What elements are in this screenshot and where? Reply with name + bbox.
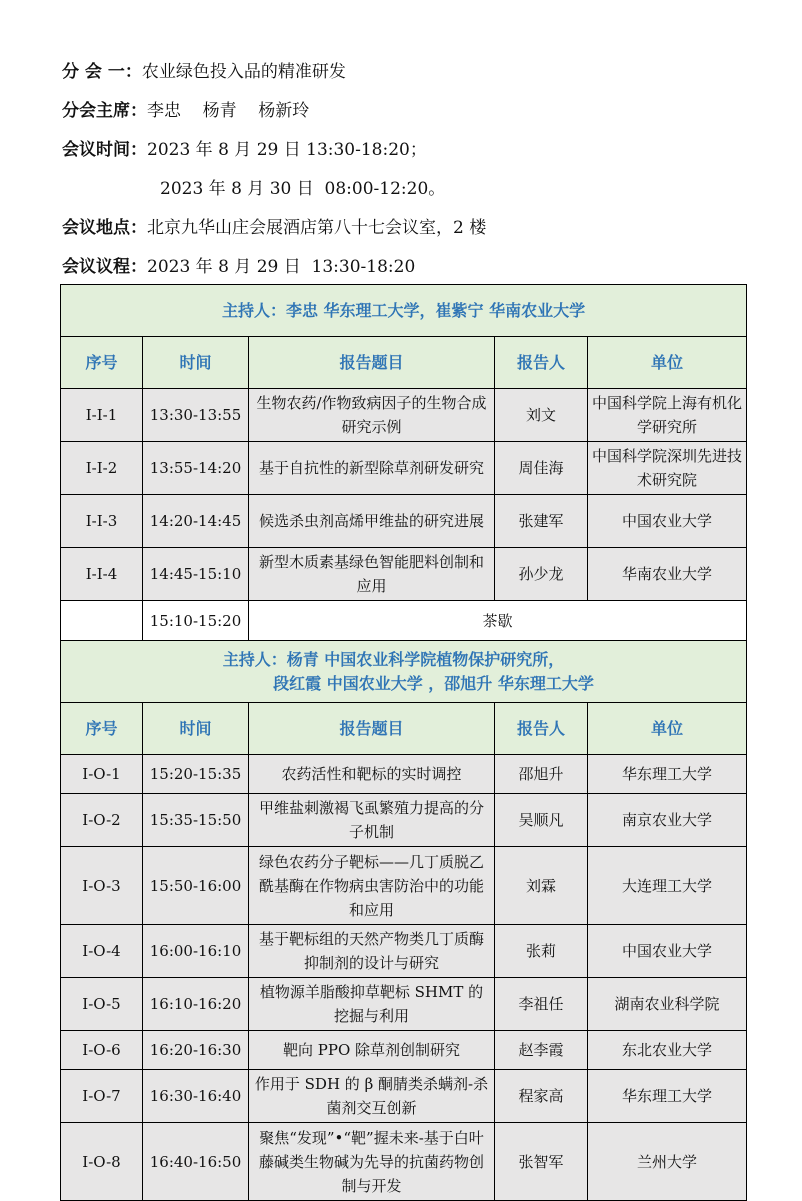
chairs-line [62, 101, 309, 121]
row-speaker: 赵李霞 [495, 1031, 588, 1070]
row-no: I-I-1 [61, 389, 143, 442]
table-row [61, 1123, 747, 1201]
table-row [61, 1031, 747, 1070]
row-title: 基于靶标组的天然产物类几丁质酶抑制剂的设计与研究 [249, 925, 495, 978]
header-no: 序号 [61, 703, 143, 755]
row-title: 新型木质素基绿色智能肥料创制和应用 [249, 548, 495, 601]
row-unit: 东北农业大学 [588, 1031, 747, 1070]
row-speaker: 周佳海 [495, 442, 588, 495]
table-row [61, 847, 747, 925]
row-unit: 中国农业大学 [588, 495, 747, 548]
row-unit: 中国科学院上海有机化学研究所 [588, 389, 747, 442]
header-title: 报告题目 [249, 337, 495, 389]
table-row [61, 794, 747, 847]
table-row [61, 1070, 747, 1123]
host-row-1 [61, 285, 747, 337]
row-unit: 中国农业大学 [588, 925, 747, 978]
row-no: I-O-5 [61, 978, 143, 1031]
time-value-2: 2023 年 8 月 30 日 08:00-12:20。 [160, 179, 446, 199]
table-row [61, 925, 747, 978]
row-title: 靶向 PPO 除草剂创制研究 [249, 1031, 495, 1070]
table-row [61, 389, 747, 442]
host-1: 主持人：李忠 华东理工大学，崔紫宁 华南农业大学 [61, 285, 747, 337]
row-title: 植物源羊脂酸抑草靶标 SHMT 的挖掘与利用 [249, 978, 495, 1031]
table-row [61, 548, 747, 601]
header-time: 时间 [143, 337, 249, 389]
row-no: I-I-4 [61, 548, 143, 601]
time-line [62, 140, 427, 160]
row-no: I-O-2 [61, 794, 143, 847]
session-value: 农业绿色投入品的精准研发 [141, 62, 346, 82]
row-time: 15:50-16:00 [143, 847, 249, 925]
table-row [61, 495, 747, 548]
session-label: 分 会 一： [62, 62, 142, 82]
header-unit: 单位 [588, 337, 747, 389]
row-speaker: 孙少龙 [495, 548, 588, 601]
header-no: 序号 [61, 337, 143, 389]
header-speaker: 报告人 [495, 337, 588, 389]
row-unit: 华东理工大学 [588, 755, 747, 794]
row-no: I-O-8 [61, 1123, 143, 1201]
host-2-line-2: 段红霞 中国农业大学 ，邵旭升 华东理工大学 [273, 673, 594, 693]
row-no: I-O-3 [61, 847, 143, 925]
agenda-value: 2023 年 8 月 29 日 13:30-18:20 [147, 257, 416, 277]
row-time: 16:10-16:20 [143, 978, 249, 1031]
header-speaker: 报告人 [495, 703, 588, 755]
venue-line [62, 218, 486, 238]
row-speaker: 吴顺凡 [495, 794, 588, 847]
row-time: 16:20-16:30 [143, 1031, 249, 1070]
row-time: 14:45-15:10 [143, 548, 249, 601]
host-row-2 [61, 641, 747, 703]
agenda-line [62, 257, 415, 277]
chairs-label: 分会主席： [62, 101, 147, 121]
row-time: 13:55-14:20 [143, 442, 249, 495]
break-label: 茶歇 [249, 601, 747, 641]
row-no: I-O-7 [61, 1070, 143, 1123]
row-unit: 华东理工大学 [588, 1070, 747, 1123]
header-row-1 [61, 337, 747, 389]
header-title: 报告题目 [249, 703, 495, 755]
row-time: 15:20-15:35 [143, 755, 249, 794]
row-title: 甲维盐刺激褐飞虱繁殖力提高的分子机制 [249, 794, 495, 847]
row-title: 聚焦“发现”•“靶”握未来-基于白叶藤碱类生物碱为先导的抗菌药物创制与开发 [249, 1123, 495, 1201]
row-title: 作用于 SDH 的 β 酮腈类杀螨剂-杀菌剂交互创新 [249, 1070, 495, 1123]
time-value: 2023 年 8 月 29 日 13:30-18:20； [147, 140, 427, 160]
row-time: 15:35-15:50 [143, 794, 249, 847]
agenda-label: 会议议程： [62, 257, 147, 277]
row-time: 16:30-16:40 [143, 1070, 249, 1123]
row-no: I-O-6 [61, 1031, 143, 1070]
row-no: I-O-1 [61, 755, 143, 794]
row-unit: 华南农业大学 [588, 548, 747, 601]
break-row [61, 601, 747, 641]
row-time: 16:40-16:50 [143, 1123, 249, 1201]
row-title: 生物农药/作物致病因子的生物合成研究示例 [249, 389, 495, 442]
header-unit: 单位 [588, 703, 747, 755]
row-speaker: 张智军 [495, 1123, 588, 1201]
row-no: I-I-3 [61, 495, 143, 548]
break-no [61, 601, 143, 641]
header-time: 时间 [143, 703, 249, 755]
host-2-line-1: 主持人：杨青 中国农业科学院植物保护研究所， [222, 649, 565, 669]
time-label: 会议时间： [62, 140, 147, 160]
row-unit: 兰州大学 [588, 1123, 747, 1201]
time-line-2 [160, 179, 445, 199]
schedule-table [60, 284, 747, 1201]
row-speaker: 程家高 [495, 1070, 588, 1123]
host-2 [61, 641, 747, 703]
row-speaker: 李祖任 [495, 978, 588, 1031]
row-speaker: 张莉 [495, 925, 588, 978]
row-no: I-O-4 [61, 925, 143, 978]
table-row [61, 442, 747, 495]
row-speaker: 邵旭升 [495, 755, 588, 794]
row-time: 14:20-14:45 [143, 495, 249, 548]
row-speaker: 张建军 [495, 495, 588, 548]
row-title: 农药活性和靶标的实时调控 [249, 755, 495, 794]
row-unit: 中国科学院深圳先进技术研究院 [588, 442, 747, 495]
header-row-2 [61, 703, 747, 755]
break-time: 15:10-15:20 [143, 601, 249, 641]
session-line [62, 62, 346, 82]
row-speaker: 刘霖 [495, 847, 588, 925]
venue-label: 会议地点： [62, 218, 147, 238]
table-row [61, 755, 747, 794]
venue-value: 北京九华山庄会展酒店第八十七会议室，2 楼 [147, 218, 487, 238]
row-title: 绿色农药分子靶标——几丁质脱乙酰基酶在作物病虫害防治中的功能和应用 [249, 847, 495, 925]
row-time: 13:30-13:55 [143, 389, 249, 442]
row-title: 基于自抗性的新型除草剂研发研究 [249, 442, 495, 495]
row-unit: 大连理工大学 [588, 847, 747, 925]
row-speaker: 刘文 [495, 389, 588, 442]
row-no: I-I-2 [61, 442, 143, 495]
row-time: 16:00-16:10 [143, 925, 249, 978]
row-unit: 南京农业大学 [588, 794, 747, 847]
table-row [61, 978, 747, 1031]
row-title: 候选杀虫剂高烯甲维盐的研究进展 [249, 495, 495, 548]
chairs-value: 李忠 杨青 杨新玲 [147, 101, 310, 121]
row-unit: 湖南农业科学院 [588, 978, 747, 1031]
